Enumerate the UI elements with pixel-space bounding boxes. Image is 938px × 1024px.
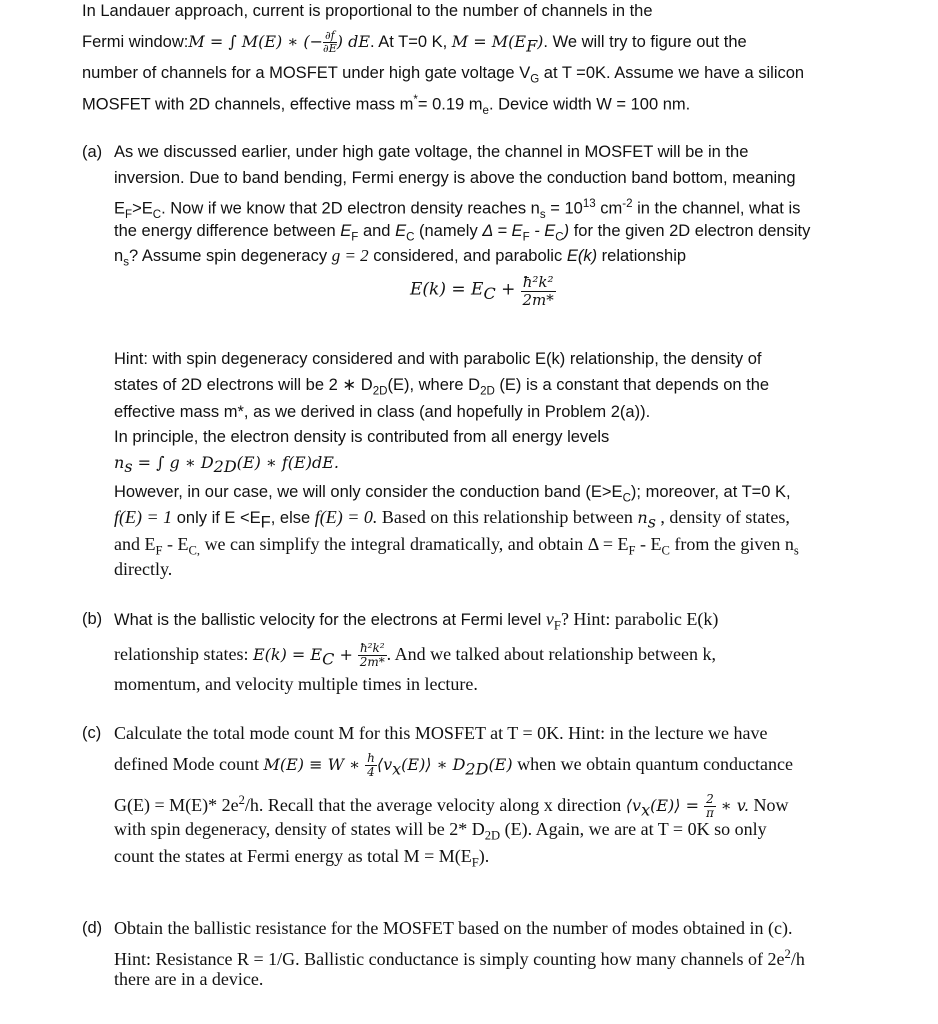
part-d-line-1: Obtain the ballistic resistance for the MOSFET based on the number of modes obtained in (c). [114, 918, 793, 938]
part-a-line-1: As we discussed earlier, under high gate voltage, the channel in MOSFET will be in the [114, 143, 749, 161]
part-d-label: (d) [82, 919, 103, 937]
part-c-line-2: defined Mode count M(E) ≡ W ∗ $\frac{h}{4}$ $⟨v_x(E)⟩$ ∗ $D_{2D}(E)$ when we obtain quantum conductance [114, 751, 794, 780]
part-a-hint-2: states of 2D electrons will be 2 ∗ $D_{2D}(E)$, where $D_{2D}$ (E) is a constant that depends on the [114, 376, 770, 398]
part-a-label: (a) [82, 143, 103, 161]
part-a-hint-1: Hint: with spin degeneracy considered and with parabolic E(k) relationship, the density of [114, 350, 762, 368]
part-c-line-4: with spin degeneracy, density of states will be 2* $D_{2D}$ (E). Again, we are at T = 0K so only [114, 819, 767, 843]
part-a-line-4: the energy difference between $E_F$ and $E_C$ (namely $\Delta = E_F - E_C$) for the given 2D electron density [114, 222, 811, 244]
part-a-hint-8: and $E_F - E_{C,}$ we can simplify the integral dramatically, and obtain $\Delta = E_F - E_C$ from the given $n_s$ [114, 534, 799, 558]
part-a-hint-5: $n_s$ = ∫ g ∗ $D_{2D}(E)$ ∗ f(E)dE. [114, 453, 339, 477]
part-a-line-5: $n_s$? Assume spin degeneracy g = 2 considered, and parabolic E(k) relationship [114, 246, 687, 269]
part-b-line-3: momentum, and velocity multiple times in lecture. [114, 674, 478, 694]
part-b-label: (b) [82, 610, 103, 628]
part-d-line-2: Hint: Resistance R = 1/G. Ballistic conductance is simply counting how many channels of $2e^2/h$ [114, 947, 805, 969]
part-a-hint-4: In principle, the electron density is contributed from all energy levels [114, 428, 610, 446]
part-a-line-3: $E_F>E_C$. Now if we know that 2D electron density reaches $n_s = 10^{13}$ $cm^{-2}$ in the channel, what is [114, 198, 801, 221]
intro-line-1: In Landauer approach, current is proportional to the number of channels in the [82, 2, 653, 20]
part-b-line-2: relationship states: $E(k) = E_C$ + $\frac{\text{ħ²k²}}{2m*}$ . And we talked about relationship between k, [114, 641, 716, 670]
part-d-line-3: there are in a device. [114, 969, 264, 989]
part-c-line-5: count the states at Fermi energy as total $M = M(E_F)$. [114, 846, 490, 870]
part-a-hint-9: directly. [114, 559, 173, 579]
part-c-line-3: G(E) = M(E)* $2e^2/h$. Recall that the average velocity along x direction $⟨v_x(E)⟩$ = $\frac{2}{\pi}$ ∗ v. Now [114, 792, 789, 821]
part-a-hint-7: f(E) = 1 only if $E <E_F$, else f(E) = 0. Based on this relationship between $n_s$ , density of states, [114, 507, 790, 532]
part-a-hint-3: effective mass m*, as we derived in class (and hopefully in Problem 2(a)). [114, 403, 651, 421]
intro-line-2: Fermi window:M = ∫ M(E) ∗ (− $\frac{\partial f}{\partial E}$ ) dE. At T=0 K, $M = M(E_F)$. We will try to figure out the [82, 29, 747, 56]
part-b-line-1: What is the ballistic velocity for the electrons at Fermi level $v_F$? Hint: parabolic E(k) [114, 609, 719, 633]
part-a-hint-6: However, in our case, we will only consider the conduction band $(E>E_C)$; moreover, at T=0 K, [114, 483, 791, 505]
part-c-line-1: Calculate the total mode count M for this MOSFET at T = 0K. Hint: in the lecture we have [114, 723, 768, 743]
part-a-line-2: inversion. Due to band bending, Fermi energy is above the conduction band bottom, meaning [114, 169, 796, 187]
part-a-equation: $E(k) = E_C$ + $\frac{\text{ħ²k²}}{2m*}$ [410, 273, 554, 309]
part-c-label: (c) [82, 724, 102, 742]
intro-line-3: number of channels for a MOSFET under high gate voltage $V_G$ at T =0K. Assume we have a silicon [82, 64, 805, 86]
intro-line-4: MOSFET with 2D channels, effective mass m*= 0.19 $m_e$. Device width W = 100 nm. [82, 94, 691, 117]
